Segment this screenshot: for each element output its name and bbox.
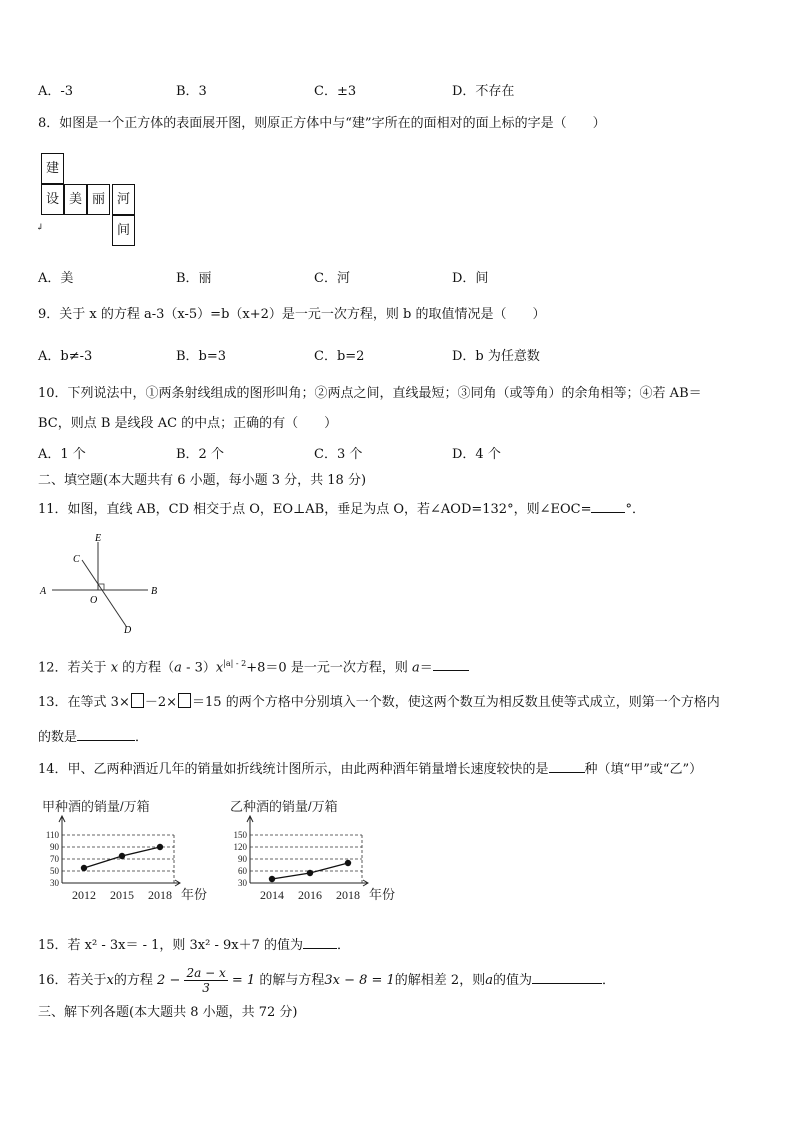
q12-mid: 的方程（ (118, 660, 175, 676)
chart-jia (40, 795, 215, 907)
chart-jia-point-2018 (157, 844, 163, 850)
net-cell-mei: 美 (64, 184, 87, 215)
q7-option-c: C．±3 (314, 84, 357, 99)
net-cell-he: 河 (112, 184, 135, 215)
q16-text (38, 966, 615, 996)
chart-yi-point-2016 (307, 870, 313, 876)
q13-text-line2 (38, 728, 148, 746)
chart-jia-ytick-label: 90 (50, 842, 59, 852)
chart-yi-point-2018 (345, 860, 351, 866)
q10-option-b: B．2 个 (176, 447, 224, 462)
q13-blank (77, 728, 135, 741)
q14-tail: 种（填“甲”或“乙”） (584, 762, 703, 777)
q16-tail: ． (601, 973, 615, 988)
q8-option-a: A．美 (38, 271, 74, 286)
q8-option-b: B．丽 (176, 271, 212, 286)
q9-text: 9．关于 x 的方程 a-3（x-5）=b（x+2）是一元一次方程，则 b 的取值情况是（ ） (38, 307, 546, 322)
q13-tail: ． (135, 730, 149, 745)
q8-option-d: D．间 (452, 271, 489, 286)
q10-option-d: D．4 个 (452, 447, 501, 462)
label-a: A (40, 586, 47, 597)
q12-var-x2: x (215, 660, 224, 676)
chart-yi-ytick-label: 60 (238, 866, 247, 876)
line-cd (82, 560, 126, 626)
q7-option-b: B．3 (176, 84, 207, 99)
q13-text (38, 693, 720, 711)
chart-yi-ytick-label: 90 (238, 854, 247, 864)
q9-option-a: A．b≠-3 (38, 349, 93, 364)
q14-blank (549, 760, 585, 773)
q16-blank (532, 971, 602, 984)
q13-pre: 13．在等式 3× (38, 695, 130, 710)
q12-blank (433, 658, 469, 671)
chart-jia-ytick-label: 70 (50, 854, 59, 864)
q12-post2: ＝ (419, 660, 433, 676)
q16-denominator: 3 (202, 981, 210, 995)
label-c: C (73, 554, 80, 565)
q13-post: ＝15 的两个方格中分别填入一个数，使这两个数互为相反数且使等式成立，则第一个方格内 (192, 695, 720, 710)
chart-yi-xtick-2014: 2014 (260, 888, 284, 902)
q12-mid2: - 3） (181, 660, 216, 676)
chart-jia-xlabel: 年份 (181, 887, 208, 902)
return-mark: ↲ (36, 223, 44, 233)
q16-post: 的值为 (492, 973, 532, 988)
chart-yi-ytick-label: 150 (233, 830, 247, 840)
chart-yi-point-2014 (269, 876, 275, 882)
q11-body: 11．如图，直线 AB，CD 相交于点 O，EO⊥AB，垂足为点 O，若∠AOD=132°，则∠EOC= (38, 502, 592, 517)
q15-text (38, 936, 350, 954)
q16-two: 2 − (157, 973, 181, 988)
q8-text: 8．如图是一个正方体的表面展开图，则原正方体中与“建”字所在的面相对的面上标的字是（ ） (38, 116, 606, 131)
q15-tail: ． (337, 938, 351, 953)
q15-body: 15．若 x² - 3x＝ - 1，则 3x² - 9x＋7 的值为 (38, 938, 304, 953)
q9-option-c: C．b=2 (314, 349, 365, 364)
chart-jia-xtick-2012: 2012 (72, 888, 96, 902)
label-o: O (90, 595, 98, 606)
q16-var-a: a (485, 973, 493, 988)
chart-jia-ytick-label: 50 (50, 866, 59, 876)
q10-text-line2: BC，则点 B 是线段 AC 的中点；正确的有（ ） (38, 416, 338, 431)
net-cell-jian2: 间 (112, 215, 135, 246)
chart-yi-xtick-2016: 2016 (298, 888, 322, 902)
q12-post: +8＝0 是一元一次方程，则 (246, 660, 412, 676)
q10-option-c: C．3 个 (314, 447, 363, 462)
label-b: B (151, 586, 158, 597)
net-cell-jian: 建 (41, 153, 64, 184)
q8-option-c: C．河 (314, 271, 350, 286)
chart-jia-xtick-2018: 2018 (148, 888, 172, 902)
chart-yi (228, 795, 408, 907)
q12-text (38, 656, 469, 676)
q16-mid: 的方程 (113, 973, 153, 988)
net-cell-she: 设 (41, 184, 64, 215)
q12-var-a2: a (411, 660, 420, 676)
chart-yi-xlabel: 年份 (369, 887, 396, 902)
chart-yi-title: 乙种酒的销量/万箱 (230, 799, 338, 814)
q11-text (38, 500, 645, 518)
q13-mid: －2× (144, 695, 178, 710)
q13-line2: 的数是 (38, 730, 78, 745)
q12-pre: 12．若关于 (38, 660, 111, 676)
q10-text-line1: 10．下列说法中，①两条射线组成的图形叫角；②两点之间，直线最短；③同角（或等角）的余角相等；④若 AB＝ (38, 386, 702, 401)
chart-jia-xtick-2015: 2015 (110, 888, 134, 902)
q16-fraction (184, 966, 227, 995)
q13-box-1 (131, 693, 144, 708)
q7-option-d: D．不存在 (452, 84, 515, 99)
q16-numerator: 2a − x (186, 966, 226, 980)
q14-body: 14．甲、乙两种酒近几年的销量如折线统计图所示，由此两种酒年销量增长速度较快的是 (38, 762, 549, 777)
q12-var-x: x (110, 660, 119, 676)
chart-jia-ytick-label: 110 (45, 830, 59, 840)
q15-blank (303, 936, 337, 949)
label-e: E (95, 533, 102, 544)
section-3-heading: 三、解下列各题(本大题共 8 小题，共 72 分) (38, 1005, 298, 1020)
intersecting-lines-figure (38, 530, 168, 635)
q14-text (38, 760, 702, 778)
q16-var-x: x (106, 973, 114, 988)
q10-option-a: A．1 个 (38, 447, 86, 462)
q11-blank (591, 500, 625, 513)
q16-eq2: 3x − 8 = 1 (324, 973, 395, 988)
chart-jia-ytick-label: 30 (50, 878, 59, 888)
chart-yi-ytick-label: 120 (233, 842, 247, 852)
q9-option-b: B．b=3 (176, 349, 227, 364)
q16-mid2: 的解与方程 (259, 973, 325, 988)
chart-yi-ytick-label: 30 (238, 878, 247, 888)
q12-var-a: a (174, 660, 182, 676)
chart-jia-title: 甲种酒的销量/万箱 (42, 799, 150, 814)
net-cell-li: 丽 (87, 184, 110, 215)
chart-jia-point-2012 (81, 865, 87, 871)
label-d: D (124, 625, 132, 635)
chart-yi-xtick-2018: 2018 (336, 888, 360, 902)
q13-box-2 (178, 693, 191, 708)
q12-exponent: |a| - 2 (223, 659, 247, 668)
q16-mid3: 的解相差 2，则 (394, 973, 486, 988)
q9-option-d: D．b 为任意数 (452, 349, 540, 364)
section-2-heading: 二、填空题(本大题共有 6 小题，每小题 3 分，共 18 分) (38, 473, 367, 488)
q11-tail: °． (625, 502, 645, 517)
q16-pre: 16．若关于 (38, 973, 107, 988)
q16-eq: = 1 (231, 973, 256, 988)
chart-jia-point-2015 (119, 853, 125, 859)
q7-option-a: A．-3 (38, 84, 74, 99)
